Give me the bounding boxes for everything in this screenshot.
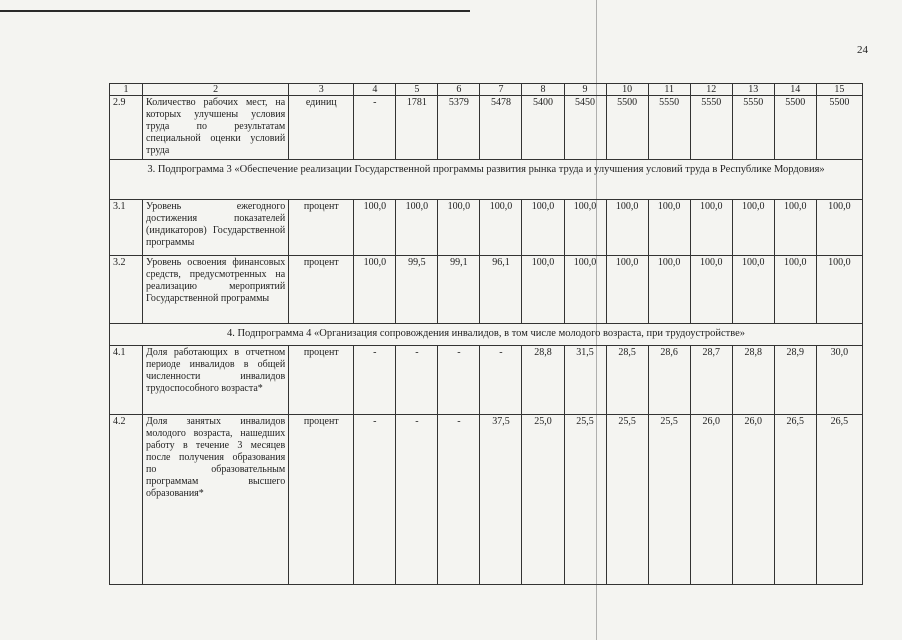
column-number-cell: 15 (816, 84, 862, 96)
column-number-cell: 6 (438, 84, 480, 96)
indicator-number: 3.1 (110, 200, 143, 256)
indicator-number: 4.1 (110, 346, 143, 415)
indicator-value: 5550 (648, 96, 690, 160)
indicator-row (110, 96, 863, 160)
indicator-row (110, 200, 863, 256)
table-body (110, 84, 863, 585)
indicator-value: 5450 (564, 96, 606, 160)
indicator-value: 5379 (438, 96, 480, 160)
column-number-cell: 12 (690, 84, 732, 96)
column-number-cell: 14 (774, 84, 816, 96)
indicator-value: 5500 (816, 96, 862, 160)
indicator-value: 100,0 (816, 200, 862, 256)
subprogram-row (110, 160, 863, 200)
indicator-value: 28,7 (690, 346, 732, 415)
indicator-value: 28,8 (522, 346, 564, 415)
indicator-value: 25,5 (564, 415, 606, 585)
indicator-unit: процент (289, 415, 354, 585)
indicator-value: - (354, 96, 396, 160)
column-number-cell: 13 (732, 84, 774, 96)
indicator-value: 100,0 (648, 200, 690, 256)
indicator-row (110, 346, 863, 415)
column-number-cell: 4 (354, 84, 396, 96)
indicator-value: 37,5 (480, 415, 522, 585)
indicator-value: 100,0 (354, 200, 396, 256)
column-number-cell: 10 (606, 84, 648, 96)
indicator-value: 28,6 (648, 346, 690, 415)
column-number-cell: 8 (522, 84, 564, 96)
indicator-number: 3.2 (110, 256, 143, 324)
subprogram-title: 4. Подпрограмма 4 «Организация сопровождения инвалидов, в том числе молодого возраста, при трудоустройстве» (110, 324, 863, 346)
indicator-value: 26,5 (816, 415, 862, 585)
indicator-name: Доля занятых инвалидов молодого возраста, нашедших работу в течение 3 месяцев после получения образования по образовательным программам высшего образования* (143, 415, 289, 585)
indicator-value: 100,0 (648, 256, 690, 324)
subprogram-title: 3. Подпрограмма 3 «Обеспечение реализации Государственной программы развития рынка труда и улучшения условий труда в Республике Мордовия» (110, 160, 863, 200)
indicator-value: 96,1 (480, 256, 522, 324)
indicator-value: 100,0 (438, 200, 480, 256)
indicator-value: 5550 (690, 96, 732, 160)
indicator-value: 100,0 (522, 256, 564, 324)
indicator-value: 100,0 (564, 200, 606, 256)
indicator-row (110, 415, 863, 585)
indicator-value: 26,0 (690, 415, 732, 585)
column-number-cell: 1 (110, 84, 143, 96)
indicator-value: 5500 (774, 96, 816, 160)
indicator-value: 26,0 (732, 415, 774, 585)
indicator-value: - (438, 415, 480, 585)
indicator-name: Уровень ежегодного достижения показателей (индикаторов) Государственной программы (143, 200, 289, 256)
indicator-value: 100,0 (606, 256, 648, 324)
top-rule (0, 10, 470, 12)
indicator-value: 100,0 (564, 256, 606, 324)
indicator-value: 100,0 (522, 200, 564, 256)
indicator-value: - (480, 346, 522, 415)
indicator-value: 100,0 (774, 200, 816, 256)
column-number-cell: 11 (648, 84, 690, 96)
indicator-value: - (354, 415, 396, 585)
indicator-value: 100,0 (354, 256, 396, 324)
indicator-number: 4.2 (110, 415, 143, 585)
indicator-value: 100,0 (732, 256, 774, 324)
indicator-unit: процент (289, 346, 354, 415)
page-number: 24 (857, 44, 868, 56)
subprogram-row (110, 324, 863, 346)
column-number-cell: 5 (396, 84, 438, 96)
indicator-value: - (354, 346, 396, 415)
indicator-name: Уровень освоения финансовых средств, предусмотренных на реализацию мероприятий Государственной программы (143, 256, 289, 324)
indicator-value: 28,8 (732, 346, 774, 415)
indicator-value: 100,0 (606, 200, 648, 256)
indicator-value: 25,5 (606, 415, 648, 585)
indicator-name: Доля работающих в отчетном периоде инвалидов в общей численности инвалидов трудоспособного возраста* (143, 346, 289, 415)
indicator-value: - (396, 415, 438, 585)
indicator-value: 1781 (396, 96, 438, 160)
indicator-value: - (438, 346, 480, 415)
column-number-cell: 9 (564, 84, 606, 96)
indicator-value: 100,0 (732, 200, 774, 256)
indicator-value: 5500 (606, 96, 648, 160)
indicator-value: 30,0 (816, 346, 862, 415)
indicator-value: 99,5 (396, 256, 438, 324)
column-number-cell: 3 (289, 84, 354, 96)
indicator-value: 26,5 (774, 415, 816, 585)
indicator-value: 100,0 (690, 256, 732, 324)
indicator-unit: процент (289, 200, 354, 256)
column-number-cell: 2 (143, 84, 289, 96)
indicator-row (110, 256, 863, 324)
indicator-value: 100,0 (690, 200, 732, 256)
indicator-value: 5478 (480, 96, 522, 160)
indicator-value: 25,5 (648, 415, 690, 585)
indicator-value: - (396, 346, 438, 415)
indicator-value: 5550 (732, 96, 774, 160)
column-number-cell: 7 (480, 84, 522, 96)
indicator-value: 28,9 (774, 346, 816, 415)
indicators-table (109, 83, 863, 585)
indicator-value: 28,5 (606, 346, 648, 415)
indicator-number: 2.9 (110, 96, 143, 160)
indicator-unit: единиц (289, 96, 354, 160)
indicator-value: 100,0 (816, 256, 862, 324)
indicator-value: 99,1 (438, 256, 480, 324)
column-number-row (110, 84, 863, 96)
indicator-value: 100,0 (480, 200, 522, 256)
indicator-value: 5400 (522, 96, 564, 160)
indicator-name: Количество рабочих мест, на которых улучшены условия труда по результатам специальной оценки условий труда (143, 96, 289, 160)
indicator-value: 25,0 (522, 415, 564, 585)
indicator-value: 100,0 (396, 200, 438, 256)
indicator-value: 31,5 (564, 346, 606, 415)
indicator-value: 100,0 (774, 256, 816, 324)
indicator-unit: процент (289, 256, 354, 324)
